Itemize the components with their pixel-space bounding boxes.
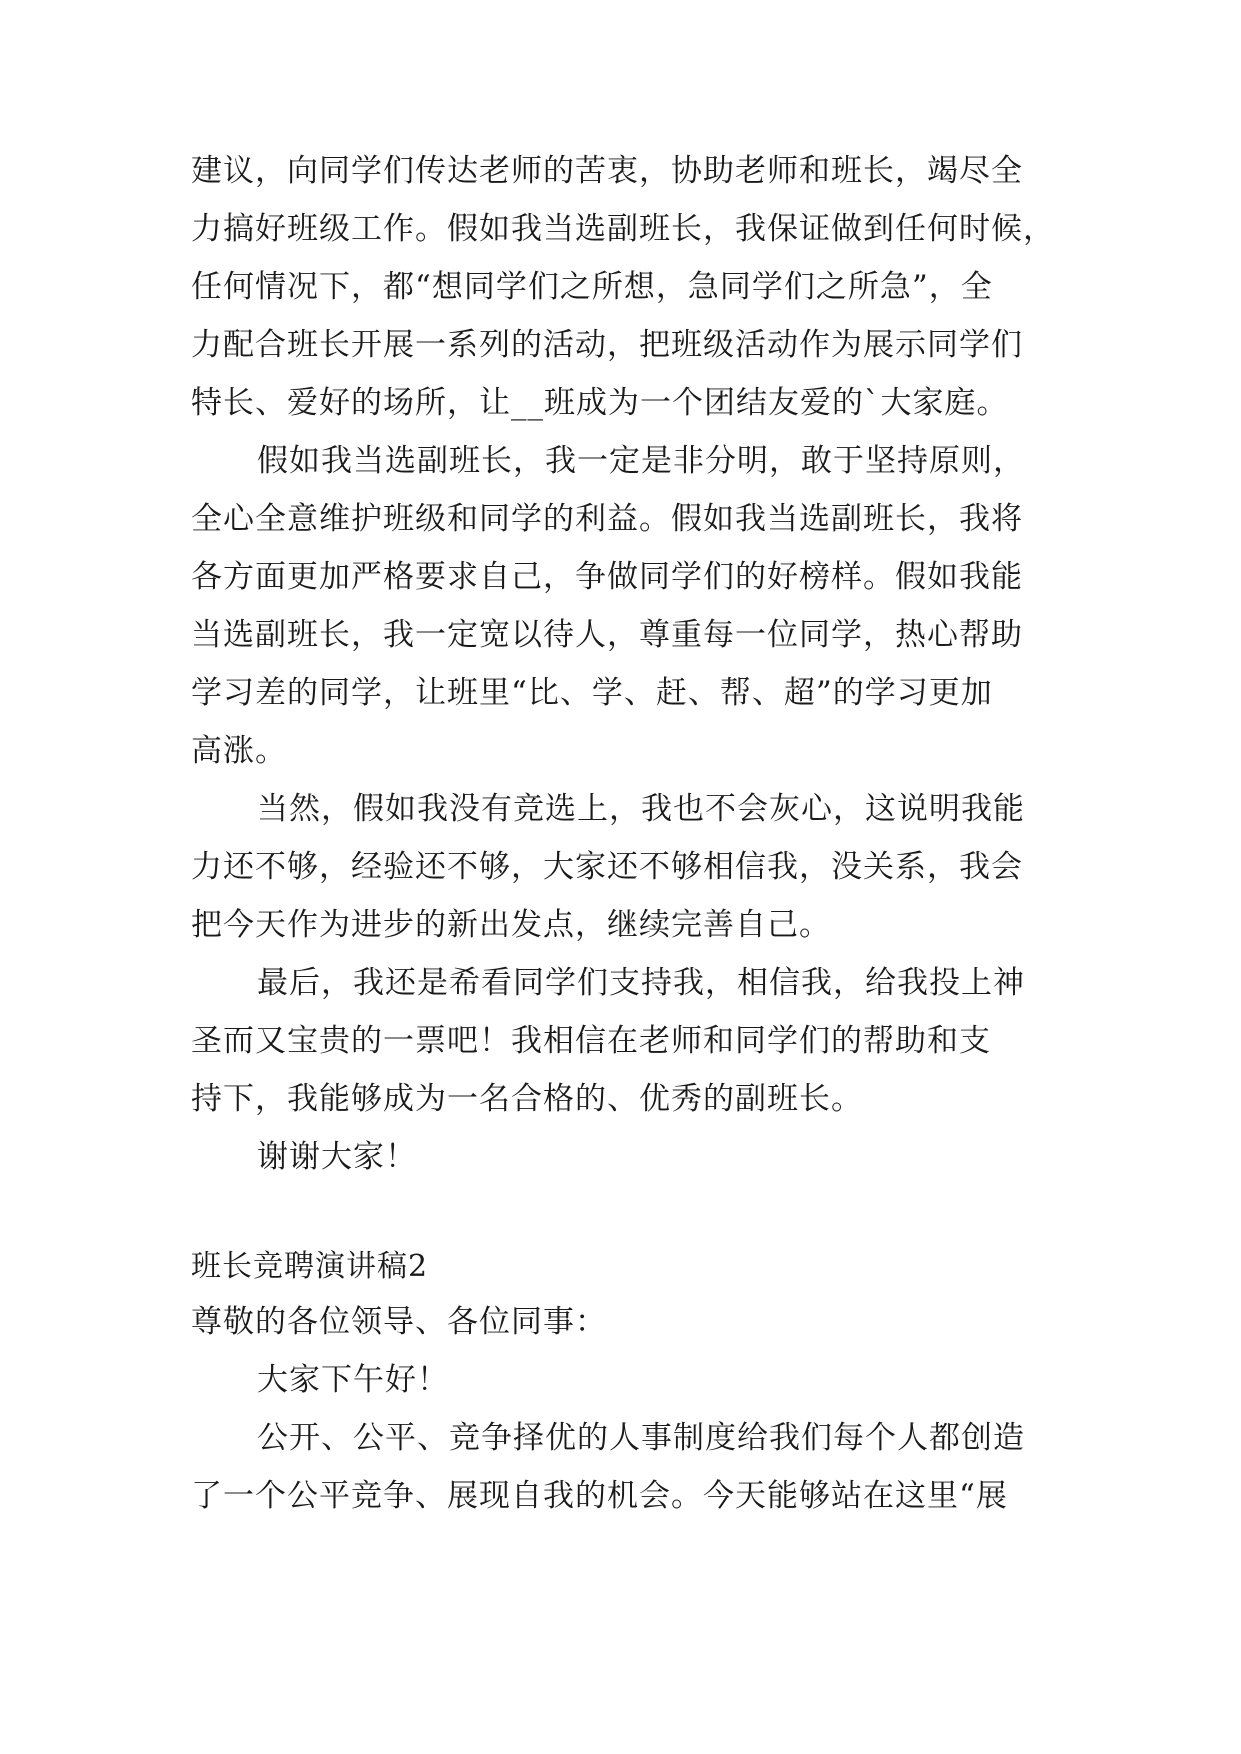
text-line: 全心全意维护班级和同学的利益。假如我当选副班长，我将 — [191, 501, 1023, 537]
text-line: 力搞好班级工作。假如我当选副班长，我保证做到任何时候， — [191, 211, 1055, 247]
text-line: 建议，向同学们传达老师的苦衷，协助老师和班长，竭尽全 — [191, 153, 1023, 189]
text-line: 力配合班长开展一系列的活动，把班级活动作为展示同学们 — [191, 327, 1023, 363]
paragraph-start-line: 当然，假如我没有竞选上，我也不会灰心，这说明我能 — [257, 791, 1025, 827]
text-line: 各方面更加严格要求自己，争做同学们的好榜样。假如我能 — [191, 559, 1023, 595]
paragraph-start-line: 公开、公平、竞争择优的人事制度给我们每个人都创造 — [257, 1420, 1025, 1456]
text-line: 把今天作为进步的新出发点，继续完善自己。 — [191, 907, 831, 943]
salutation-line: 尊敬的各位领导、各位同事： — [191, 1304, 607, 1340]
text-line: 特长、爱好的场所，让__班成为一个团结友爱的`大家庭。 — [191, 385, 1009, 421]
text-line: 当选副班长，我一定宽以待人，尊重每一位同学，热心帮助 — [191, 617, 1023, 653]
text-line: 学习差的同学，让班里“比、学、赶、帮、超”的学习更加 — [191, 675, 993, 711]
paragraph-start-line: 假如我当选副班长，我一定是非分明，敢于坚持原则， — [257, 443, 1025, 479]
text-line: 任何情况下，都“想同学们之所想，急同学们之所急”，全 — [191, 269, 993, 305]
greeting-line: 大家下午好！ — [257, 1362, 449, 1398]
section-heading: 班长竞聘演讲稿2 — [191, 1249, 429, 1284]
text-line: 力还不够，经验还不够，大家还不够相信我，没关系，我会 — [191, 849, 1023, 885]
text-line: 持下，我能够成为一名合格的、优秀的副班长。 — [191, 1081, 863, 1117]
text-line: 了一个公平竞争、展现自我的机会。今天能够站在这里“展 — [191, 1478, 1008, 1514]
text-line: 圣而又宝贵的一票吧！我相信在老师和同学们的帮助和支 — [191, 1023, 991, 1059]
paragraph-start-line: 最后，我还是希看同学们支持我，相信我，给我投上神 — [257, 965, 1025, 1001]
closing-line: 谢谢大家！ — [257, 1139, 417, 1175]
text-line: 高涨。 — [191, 733, 287, 769]
